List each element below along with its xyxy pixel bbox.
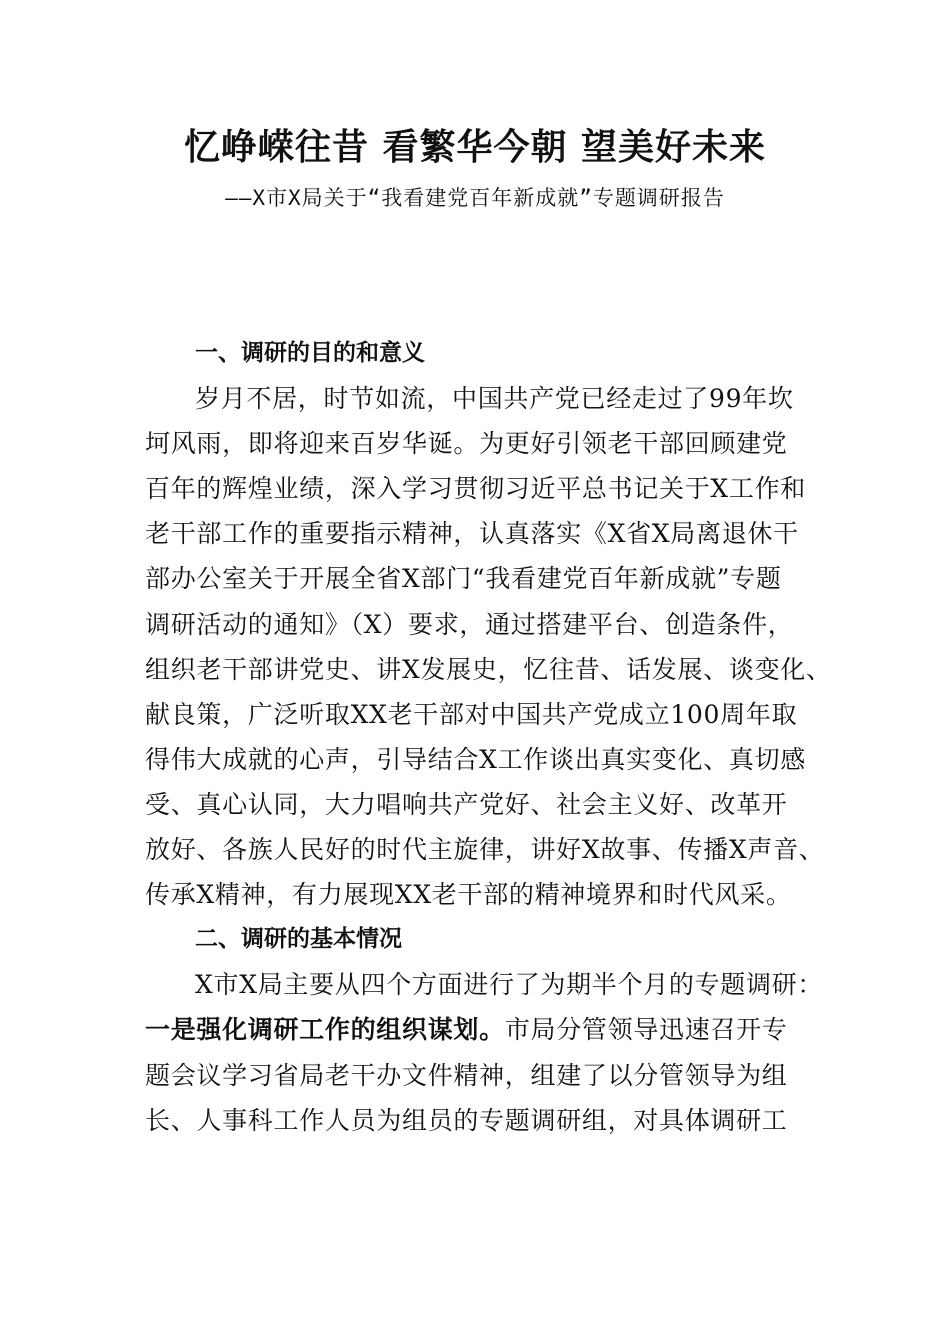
paragraph-line: 坷风雨，即将迎来百岁华诞。为更好引领老干部回顾建党 xyxy=(145,429,788,459)
paragraph-line: 部办公室关于开展全省X部门“我看建党百年新成就”专题 xyxy=(145,564,782,594)
paragraph-line: 放好、各族人民好的时代主旋律，讲好X故事、传播X声音、 xyxy=(145,835,825,865)
section-heading-1: 一、调研的目的和意义 xyxy=(195,340,425,366)
document-subtitle: ——X市X局关于“我看建党百年新成就”专题调研报告 xyxy=(225,186,725,210)
paragraph-line: 岁月不居，时节如流，中国共产党已经走过了99年坎 xyxy=(195,384,794,414)
paragraph-line: X市X局主要从四个方面进行了为期半个月的专题调研： xyxy=(195,970,824,1000)
paragraph-line: 长、人事科工作人员为组员的专题调研组，对具体调研工 xyxy=(145,1105,788,1135)
paragraph-line: 百年的辉煌业绩，深入学习贯彻习近平总书记关于X工作和 xyxy=(145,474,807,504)
section-heading-2: 二、调研的基本情况 xyxy=(195,926,402,953)
document-body xyxy=(145,331,832,1143)
paragraph-line: 组织老干部讲党史、讲X发展史，忆往昔、话发展、谈变化、 xyxy=(145,654,832,684)
paragraph-line-with-lead xyxy=(145,1007,825,1052)
bold-lead-text: 一是强化调研工作的组织谋划。 xyxy=(145,1015,505,1045)
paragraph-line: 老干部工作的重要指示精神，认真落实《X省X局离退休干 xyxy=(145,519,799,549)
paragraph-line: 调研活动的通知》（X）要求，通过搭建平台、创造条件， xyxy=(145,609,794,639)
paragraph-line: 献良策，广泛听取XX老干部对中国共产党成立100周年取 xyxy=(145,699,798,729)
paragraph-line: 受、真心认同，大力唱响共产党好、社会主义好、改革开 xyxy=(145,789,788,819)
document-title: 忆峥嵘往昔 看繁华今朝 望美好未来 xyxy=(183,127,767,168)
lead-rest-text: 市局分管领导迅速召开专 xyxy=(504,1015,788,1045)
paragraph-line: 得伟大成就的心声，引导结合X工作谈出真实变化、真切感 xyxy=(145,744,807,774)
paragraph-line: 题会议学习省局老干办文件精神，组建了以分管领导为组 xyxy=(145,1060,788,1090)
paragraph-line: 传承X精神，有力展现XX老干部的精神境界和时代风采。 xyxy=(145,880,792,910)
